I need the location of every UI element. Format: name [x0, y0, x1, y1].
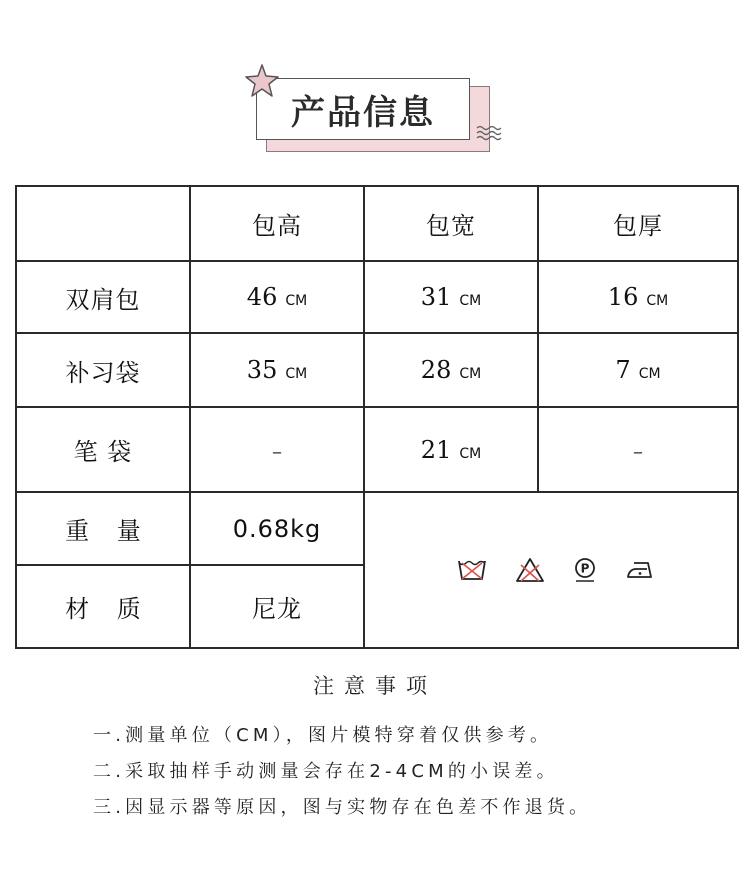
unit-label: CM: [285, 293, 308, 309]
depth-value: 16: [607, 283, 639, 311]
banner-box: [256, 78, 470, 140]
row-label: 补习袋: [16, 333, 190, 407]
unit-label: CM: [646, 293, 669, 309]
hand-wash-icon: [457, 557, 487, 583]
no-bleach-icon: [515, 557, 545, 583]
material-label: 材 质: [16, 565, 190, 648]
weight-label: 重 量: [16, 492, 190, 565]
value-cell: [364, 333, 538, 407]
depth-value: –: [633, 438, 643, 463]
spec-table: [15, 185, 739, 649]
care-icons-cell: [364, 492, 738, 648]
unit-label: CM: [285, 366, 308, 382]
value-cell: [190, 407, 364, 492]
unit-label: CM: [459, 366, 482, 382]
weight-value: 0.68kg: [190, 492, 364, 565]
iron-low-icon: [625, 557, 655, 583]
row-label: 双肩包: [16, 261, 190, 333]
value-cell: [190, 333, 364, 407]
value-cell: [538, 407, 738, 492]
width-value: 31: [420, 283, 452, 311]
wave-decoration-icon: [476, 124, 504, 142]
care-icons: [365, 557, 737, 583]
value-cell: [538, 261, 738, 333]
notes-title: 注意事项: [313, 674, 437, 698]
note-line: 一.测量单位（CM），图片模特穿着仅供参考。: [93, 725, 553, 746]
depth-value: 7: [615, 356, 631, 384]
table-header-row: [16, 186, 738, 261]
height-value: –: [272, 438, 282, 463]
value-cell: [190, 261, 364, 333]
row-label: 笔 袋: [16, 407, 190, 492]
col-header-height: 包高: [190, 186, 364, 261]
col-header-depth: 包厚: [538, 186, 738, 261]
title-banner: [244, 62, 514, 162]
table-row: [16, 492, 738, 565]
height-value: 35: [246, 356, 278, 384]
height-value: 46: [246, 283, 278, 311]
unit-label: CM: [638, 366, 661, 382]
material-value: 尼龙: [190, 565, 364, 648]
width-value: 21: [420, 435, 452, 464]
table-row: [16, 261, 738, 333]
corner-cell: [16, 186, 190, 261]
table-row: [16, 407, 738, 492]
unit-label: CM: [459, 293, 482, 309]
dry-clean-p-icon: [573, 557, 597, 583]
star-icon: [244, 62, 284, 102]
width-value: 28: [420, 356, 452, 384]
note-line: 二.采取抽样手动测量会存在2-4CM的小误差。: [93, 761, 559, 782]
value-cell: [538, 333, 738, 407]
note-line: 三.因显示器等原因，图与实物存在色差不作退货。: [93, 797, 592, 818]
notes-list: [93, 722, 591, 830]
svg-text:P: P: [580, 561, 590, 576]
col-header-width: 包宽: [364, 186, 538, 261]
value-cell: [364, 261, 538, 333]
page-title: 产品信息: [291, 92, 435, 133]
value-cell: [364, 407, 538, 492]
table-row: [16, 333, 738, 407]
unit-label: CM: [459, 445, 482, 462]
